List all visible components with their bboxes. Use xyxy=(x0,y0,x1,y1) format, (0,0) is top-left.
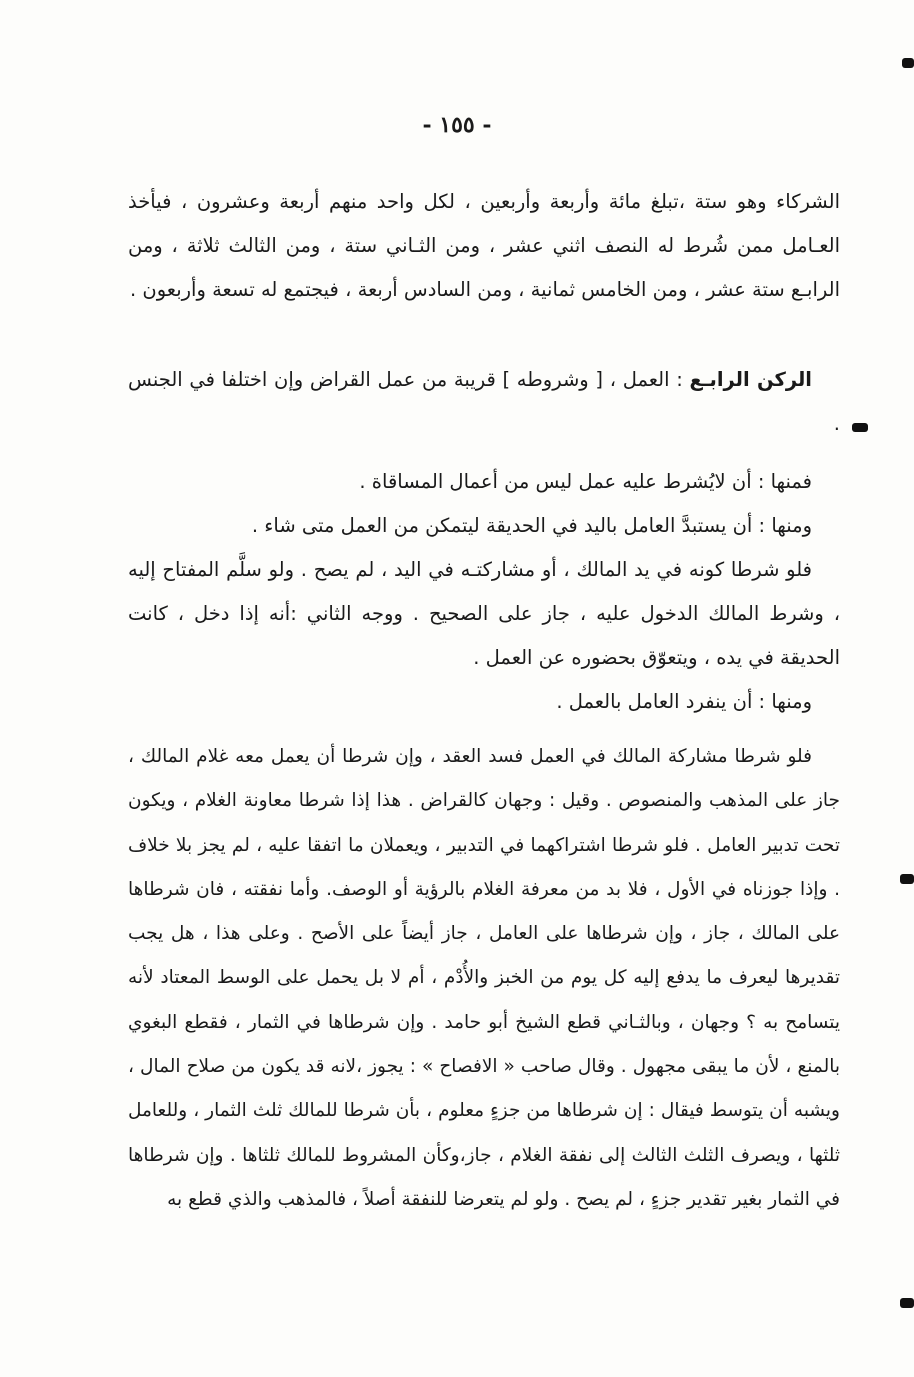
margin-ink-mark xyxy=(852,423,868,432)
page-number: - ١٥٥ - xyxy=(422,112,492,138)
paragraph-block-inheritance-shares xyxy=(128,180,840,312)
paragraph: ومنها : أن ينفرد العامل بالعمل . xyxy=(556,690,812,713)
paragraph: فلو شرطا مشاركة المالك في العمل فسد العقد ، وإن شرطا أن يعمل معه غلام المالك ، جاز على المذهب والمنصوص . وقيل : وجهان كالقراض . هذا إذا شرطا معاونة الغلام ، ويكون تحت تدبير العامل . فلو شرطا اشتراكهما في التدبير ، ويعملان ما اتفقا عليه ، لم يجز بلا خلاف . وإذا جوزناه في الأول ، فلا بد من معرفة الغلام بالرؤية أو الوصف. وأما نفقته ، فان شرطاها على المالك ، جاز ، وإن شرطاها على العامل ، جاز أيضاً على الأصح . وعلى هذا ، هل يجب تقديرها ليعرف ما يدفع إليه كل يوم من الخبز والأُدْم ، أم لا بل يحمل على الوسط المعتاد لأنه يتسامح به ؟ وجهان ، وبالثـاني قطع الشيخ أبو حامد . وإن شرطاها في الثمار ، فقطع البغوي بالمنع ، لأن ما يبقى مجهول . وقال صاحب « الافصاح » : يجوز ،لانه قد يكون من صلاح المال ، ويشبه أن يتوسط فيقال : إن شرطاها من جزءٍ معلوم ، بأن شرطا للمالك ثلث الثمار ، وللعامل ثلثها ، ويصرف الثلث الثالث إلى نفقة الغلام ، جاز،وكأن المشروط للمالك ثلثاها . وإن شرطاها في الثمار بغير تقدير جزءٍ ، لم يصح . ولو لم يتعرضا للنفقة أصلاً ، فالمذهب والذي قطع به xyxy=(128,746,840,1210)
paragraph: ومنها : أن يستبدَّ العامل باليد في الحديقة ليتمكن من العمل متى شاء . xyxy=(251,514,812,537)
margin-ink-mark xyxy=(900,1298,914,1308)
paragraph-block-owner-participation xyxy=(128,735,840,1222)
margin-ink-mark xyxy=(902,58,914,68)
paragraph: فمنها : أن لايُشرط عليه عمل ليس من أعمال المساقاة . xyxy=(359,470,812,493)
paragraph xyxy=(128,358,840,446)
section-intro-text: : العمل ، [ وشروطه ] قريبة من عمل القراض وإن اختلفا في الجنس . xyxy=(128,368,840,435)
margin-ink-mark xyxy=(900,874,914,884)
section-heading: الركن الرابـع xyxy=(689,368,812,391)
paragraph: فلو شرطا كونه في يد المالك ، أو مشاركتـه في اليد ، لم يصح . ولو سلَّم المفتاح إليه ، وشرط المالك الدخول عليه ، جاز على الصحيح . ووجه الثاني :أنه إذا دخل ، كانت الحديقة في يده ، ويتعوّق بحضوره عن العمل . xyxy=(128,558,840,669)
paragraph-block-conditions xyxy=(128,460,840,724)
section-fourth-pillar xyxy=(128,358,840,446)
paragraph: الشركاء وهو ستة ،تبلغ مائة وأربعة وأربعين ، لكل واحد منهم أربعة وعشرون ، فيأخذ العـامل ممن شُرط له النصف اثني عشر ، ومن الثـاني ستة ، ومن الثالث ثلاثة ، ومن الرابـع ستة عشر ، ومن الخامس ثمانية ، ومن السادس أربعة ، فيجتمع له تسعة وأربعون . xyxy=(128,190,840,301)
